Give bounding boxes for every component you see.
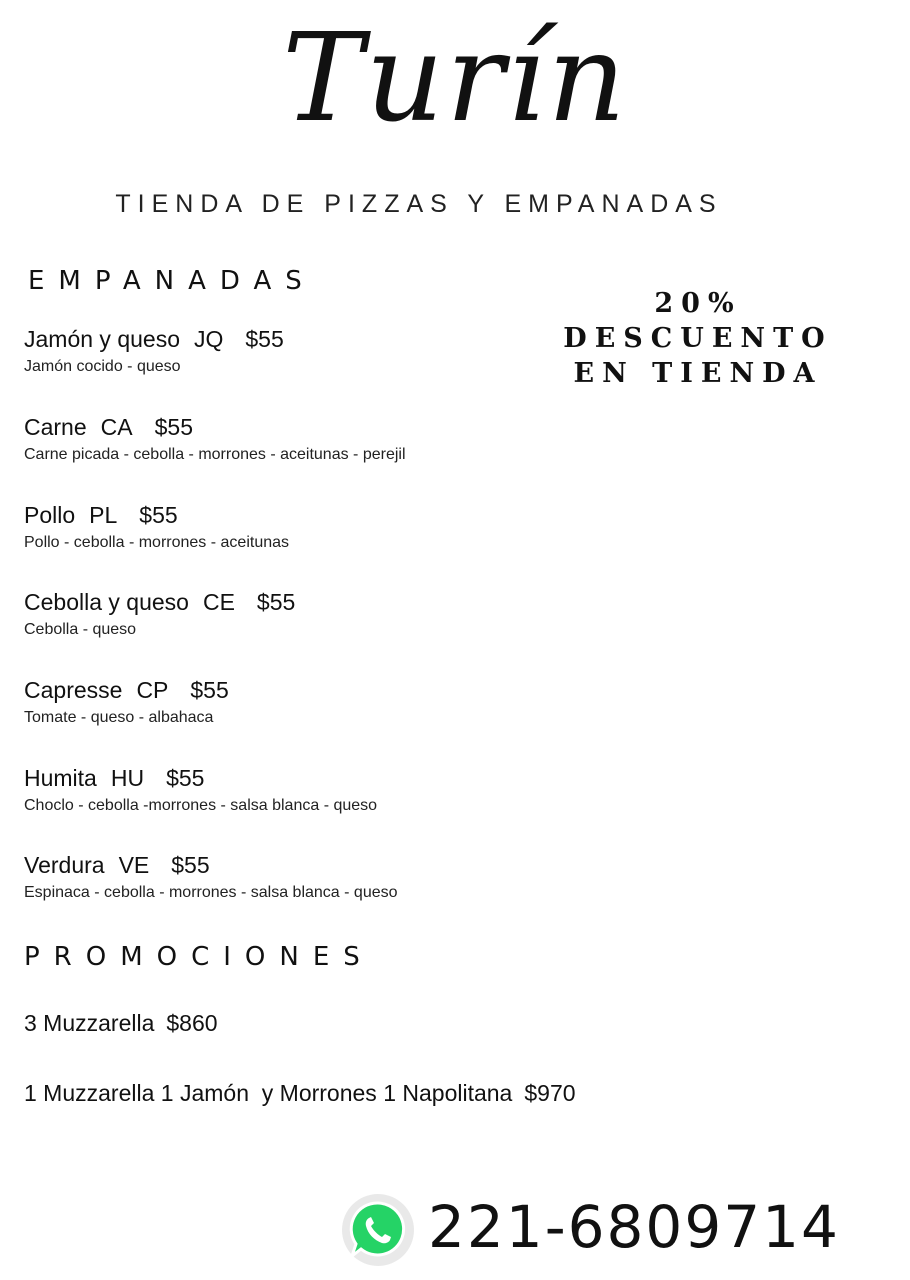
discount-banner <box>548 286 848 391</box>
discount-label: DESCUENTO <box>563 323 833 354</box>
section-title-promociones: PROMOCIONES <box>24 942 374 972</box>
item-code: VE <box>118 852 150 878</box>
item-code: JQ <box>193 326 224 352</box>
menu-item-jamon-y-queso <box>24 324 584 378</box>
item-name: Capresse <box>24 677 123 703</box>
promo-price: $860 <box>166 1010 218 1036</box>
section-title-empanadas: EMPANADAS <box>28 266 316 296</box>
item-price: $55 <box>154 414 193 440</box>
item-description: Cebolla - queso <box>24 621 137 638</box>
menu-item-humita <box>24 763 584 817</box>
whatsapp-icon <box>340 1192 416 1268</box>
item-name: Pollo <box>24 502 76 528</box>
item-code: CA <box>100 414 133 440</box>
item-description: Carne picada - cebolla - morrones - aceitunas - perejil <box>24 446 406 463</box>
item-name: Cebolla y queso <box>24 589 189 615</box>
promo-price: $970 <box>524 1080 576 1106</box>
item-price: $55 <box>166 765 205 791</box>
item-price: $55 <box>256 589 296 615</box>
item-description: Pollo - cebolla - morrones - aceitunas <box>24 534 290 551</box>
item-code: HU <box>110 765 145 791</box>
item-description: Choclo - cebolla -morrones - salsa blanca - queso <box>24 797 378 814</box>
phone-number: 221-6809714 <box>428 1193 840 1261</box>
discount-percent: 20% <box>654 288 742 319</box>
promo-item <box>24 1008 218 1038</box>
menu-item-verdura <box>24 850 584 904</box>
menu-item-pollo <box>24 500 584 554</box>
discount-location: EN TIENDA <box>573 358 823 389</box>
item-name: Humita <box>24 765 97 791</box>
item-name: Verdura <box>24 852 105 878</box>
item-name: Jamón y queso <box>24 326 180 352</box>
menu-item-carne <box>24 412 584 466</box>
item-code: PL <box>89 502 118 528</box>
item-price: $55 <box>139 502 178 528</box>
promo-text: 1 Muzzarella 1 Jamón y Morrones 1 Napolitana <box>24 1080 513 1106</box>
item-description: Tomate - queso - albahaca <box>24 709 214 726</box>
item-description: Espinaca - cebolla - morrones - salsa blanca - queso <box>24 884 398 901</box>
contact-block <box>340 1190 900 1270</box>
menu-item-capresse <box>24 675 584 729</box>
item-price: $55 <box>245 326 284 352</box>
item-price: $55 <box>190 677 229 703</box>
item-code: CP <box>136 677 169 703</box>
menu-item-cebolla-y-queso <box>24 587 584 641</box>
item-description: Jamón cocido - queso <box>24 358 181 375</box>
tagline: TIENDA DE PIZZAS Y EMPANADAS <box>115 190 723 218</box>
promo-text: 3 Muzzarella <box>24 1010 155 1036</box>
item-name: Carne <box>24 414 87 440</box>
promo-item <box>24 1078 576 1108</box>
item-price: $55 <box>171 852 210 878</box>
brand-logo: Turín <box>282 7 628 149</box>
item-code: CE <box>202 589 235 615</box>
